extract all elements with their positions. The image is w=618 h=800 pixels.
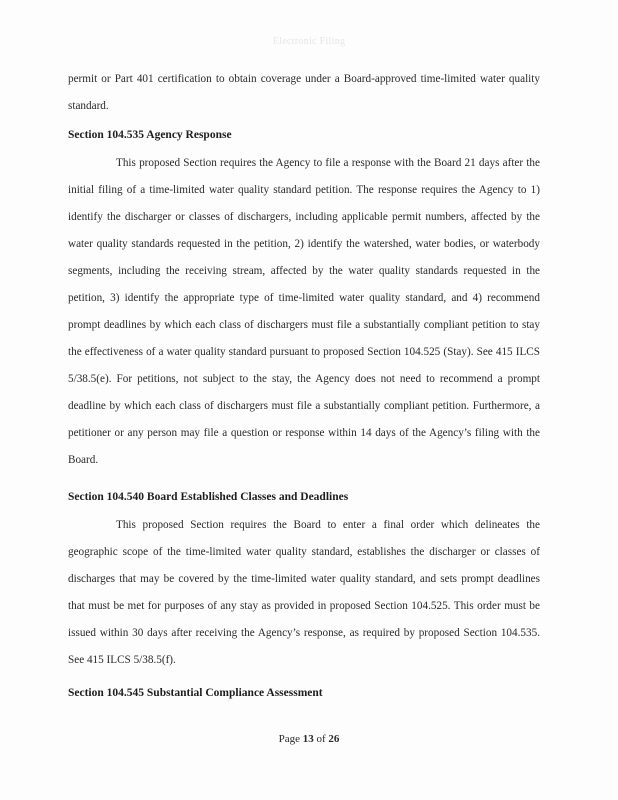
footer-page-label: Page [278, 733, 300, 745]
footer-page-number: 13 [302, 733, 314, 745]
heading-board-classes-deadlines: Section 104.540 Board Established Classes and Deadlines [68, 491, 349, 503]
paragraph-agency-response: This proposed Section requires the Agency to file a response with the Board 21 days after the initial filing of a time-limited water quality standard petition. The response requires the Agency to 1) identify the discharger or classes of dischargers, including applicable permit numbers, affected by the water quality standards requested in the petition, 2) identify the watershed, water bodies, or waterbody segments, including the receiving stream, affected by the water quality standards requested in the petition, 3) identify the appropriate type of time-limited water quality standard, and 4) recommend prompt deadlines by which each class of dischargers must file a substantially compliant petition to stay the effectiveness of a water quality standard pursuant to proposed Section 104.525 (Stay). See 415 ILCS 5/38.5(e). For petitions, not subject to the stay, the Agency does not need to recommend a prompt deadline by which each class of dischargers must file a substantially compliant petition. Furthermore, a petitioner or any person may file a question or response within 14 days of the Agency’s filing with the Board. [68, 157, 540, 466]
footer-total-pages: 26 [328, 733, 340, 745]
header-watermark: Electronic Filing [272, 36, 346, 47]
heading-agency-response: Section 104.535 Agency Response [68, 129, 232, 141]
heading-substantial-compliance: Section 104.545 Substantial Compliance Assessment [68, 687, 323, 699]
paragraph-board-classes: This proposed Section requires the Board to enter a final order which delineates the geographic scope of the time-limited water quality standard, establishes the discharger or classes of discharges that may be covered by the time-limited water quality standard, and sets prompt deadlines that must be met for purposes of any stay as provided in proposed Section 104.525. This order must be issued within 30 days after receiving the Agency’s response, as required by proposed Section 104.535. See 415 ILCS 5/38.5(f). [68, 519, 540, 666]
page-footer [0, 733, 618, 745]
footer-of-label: of [316, 733, 326, 745]
paragraph-continuation: permit or Part 401 certification to obtain coverage under a Board-approved time-limited water quality standard. [68, 73, 540, 112]
